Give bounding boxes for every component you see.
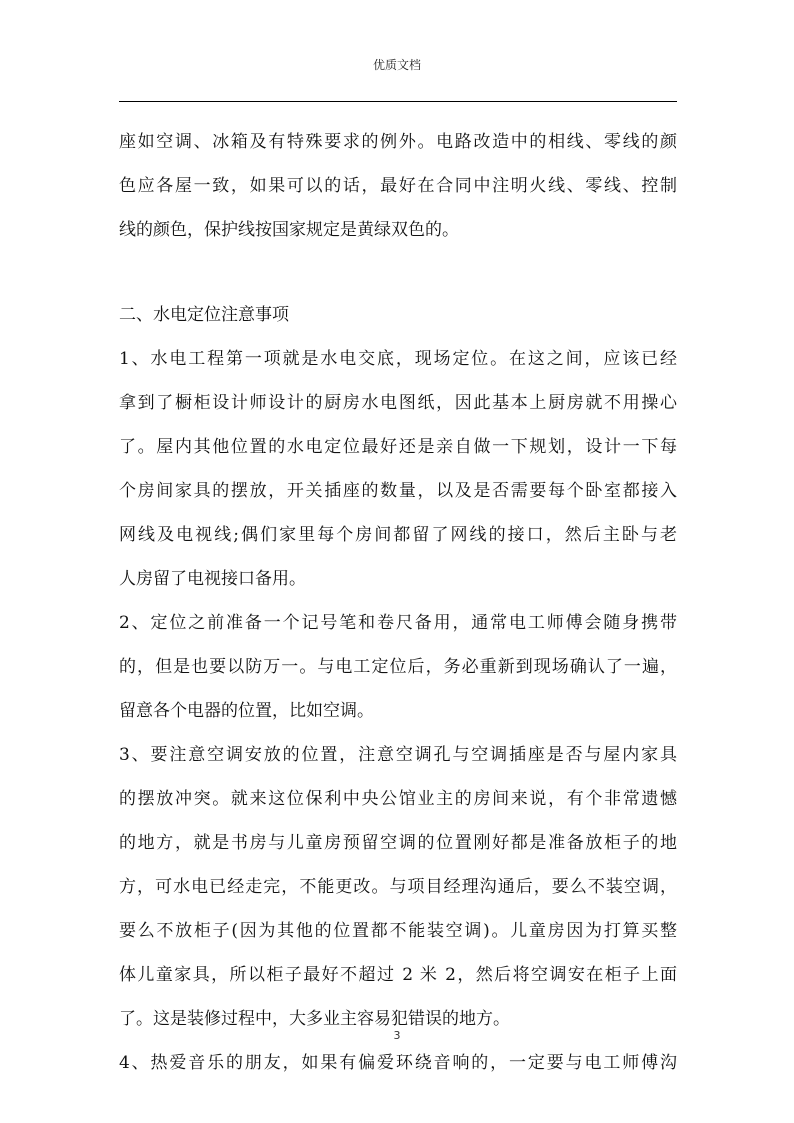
header-title: 优质文档	[372, 58, 421, 72]
paragraph-line: 3、要注意空调安放的位置，注意空调孔与空调插座是否与屋内家具	[119, 745, 677, 765]
document-body	[119, 120, 677, 1085]
paragraph-line: 拿到了橱柜设计师设计的厨房水电图纸，因此基本上厨房就不用操心	[119, 393, 677, 413]
paragraph-line: 的地方，就是书房与儿童房预留空调的位置刚好都是准备放柜子的地	[119, 833, 677, 853]
page-number: 3	[393, 1029, 401, 1042]
paragraph-line: 线的颜色，保护线按国家规定是黄绿双色的。	[119, 220, 459, 240]
paragraph-line: 了。屋内其他位置的水电定位最好还是亲自做一下规划，设计一下每	[119, 437, 677, 457]
paragraph-line: 了。这是装修过程中，大多业主容易犯错误的地方。	[119, 1009, 510, 1029]
paragraph-line: 1、水电工程第一项就是水电交底，现场定位。在这之间，应该已经	[119, 349, 677, 369]
blank-line	[119, 252, 677, 293]
paragraph-line: 留意各个电器的位置，比如空调。	[119, 701, 374, 721]
paragraph-line: 网线及电视线;偶们家里每个房间都留了网线的接口，然后主卧与老	[119, 525, 677, 545]
section-heading: 二、水电定位注意事项	[119, 305, 289, 325]
paragraph-line: 的摆放冲突。就来这位保利中央公馆业主的房间来说，有个非常遗憾	[119, 789, 677, 809]
paragraph-line: 要么不放柜子(因为其他的位置都不能装空调)。儿童房因为打算买整	[119, 921, 677, 941]
paragraph-line: 个房间家具的摆放，开关插座的数量，以及是否需要每个卧室都接入	[119, 481, 677, 501]
paragraph-line: 体儿童家具，所以柜子最好不超过 2 米 2，然后将空调安在柜子上面	[119, 965, 677, 985]
paragraph-line: 4、热爱音乐的朋友，如果有偏爱环绕音响的，一定要与电工师傅沟	[119, 1053, 677, 1073]
paragraph-line: 色应各屋一致，如果可以的话，最好在合同中注明火线、零线、控制	[119, 176, 677, 196]
header-divider	[119, 101, 677, 102]
page-header	[0, 57, 794, 73]
paragraph-line: 的，但是也要以防万一。与电工定位后，务必重新到现场确认了一遍，	[119, 657, 677, 677]
paragraph-line: 座如空调、冰箱及有特殊要求的例外。电路改造中的相线、零线的颜	[119, 132, 677, 152]
paragraph-line: 2、定位之前准备一个记号笔和卷尺备用，通常电工师傅会随身携带	[119, 613, 677, 633]
paragraph-line: 方，可水电已经走完，不能更改。与项目经理沟通后，要么不装空调，	[119, 877, 677, 897]
paragraph-line: 人房留了电视接口备用。	[119, 569, 306, 589]
